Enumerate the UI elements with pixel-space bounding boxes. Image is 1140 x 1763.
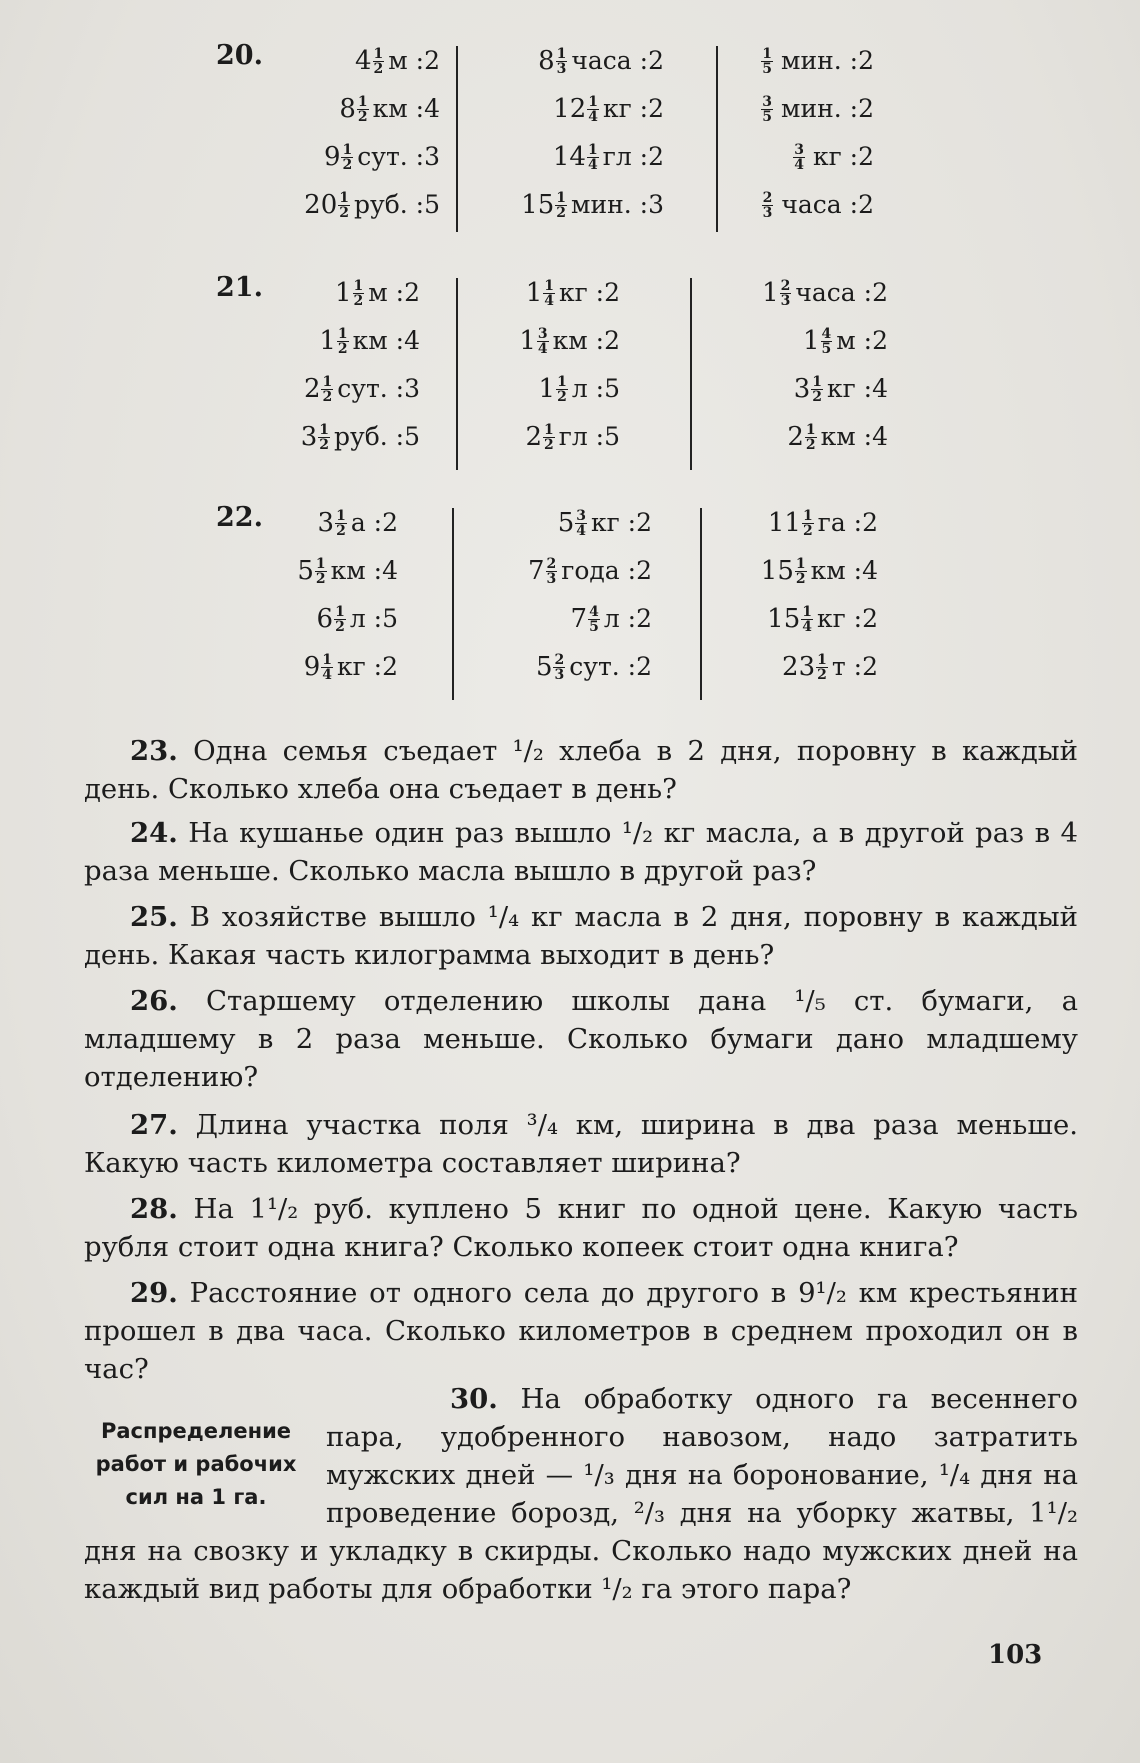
whole-part: 8	[538, 46, 555, 76]
denominator: 2	[812, 388, 822, 405]
numerator: 1	[802, 507, 813, 524]
numerator: 4	[589, 603, 599, 620]
unit-and-divisor: л :5	[571, 374, 620, 403]
unit-and-divisor: кг :2	[603, 94, 664, 123]
fraction	[556, 375, 568, 404]
fraction-cell	[803, 326, 888, 356]
denominator: 2	[315, 570, 326, 587]
fraction-cell	[761, 556, 878, 586]
unit-and-divisor: мин. :3	[571, 190, 664, 219]
fraction-cell	[787, 422, 888, 452]
fraction	[793, 143, 805, 172]
denominator: 2	[335, 618, 345, 635]
denominator: 5	[762, 60, 772, 77]
fraction	[337, 327, 349, 356]
column-divider	[456, 46, 458, 232]
numerator: 1	[805, 421, 816, 438]
fraction	[762, 191, 774, 220]
numerator: 1	[339, 189, 349, 206]
fraction	[318, 423, 330, 452]
fraction	[587, 143, 599, 172]
fraction-cell	[761, 190, 874, 220]
fraction	[321, 653, 333, 682]
whole-part: 1	[519, 326, 536, 356]
fraction-cell	[324, 142, 440, 172]
problem-text: Длина участка поля ³/₄ км, ширина в два раза меньше. Какую часть километра составляет ширина?	[84, 1109, 1078, 1179]
fraction	[575, 509, 587, 538]
numerator: 1	[556, 189, 566, 206]
fraction-cell	[767, 604, 878, 634]
unit-and-divisor: км :2	[552, 326, 620, 355]
fraction	[543, 423, 555, 452]
fraction-cell	[297, 556, 398, 586]
whole-part: 5	[297, 556, 314, 586]
fraction	[546, 557, 558, 586]
numerator: 1	[544, 277, 554, 294]
unit-and-divisor: года :2	[561, 556, 652, 585]
whole-part: 6	[316, 604, 334, 634]
whole-part: 12	[553, 94, 587, 124]
numerator: 3	[537, 325, 548, 342]
denominator: 2	[556, 204, 566, 221]
fraction	[315, 557, 327, 586]
fraction	[780, 279, 792, 308]
exercise-number-20: 20.	[216, 40, 263, 71]
numerator: 1	[322, 373, 333, 390]
problem-number: 25.	[130, 901, 178, 933]
whole-part: 15	[760, 556, 794, 586]
fraction	[802, 509, 814, 538]
column-divider	[700, 508, 702, 700]
fraction-cell	[519, 326, 620, 356]
whole-part: 8	[339, 94, 356, 124]
fraction-cell	[526, 278, 620, 308]
exercise-number-21: 21.	[216, 272, 263, 303]
fraction	[587, 95, 599, 124]
whole-part: 5	[557, 508, 575, 538]
numerator: 2	[554, 651, 565, 668]
problem-number: 24.	[130, 817, 178, 849]
fraction-cell	[304, 190, 440, 220]
denominator: 3	[556, 60, 567, 77]
unit-and-divisor: л :2	[603, 604, 652, 633]
whole-part: 5	[535, 652, 553, 682]
unit-and-divisor: сут. :3	[357, 142, 440, 171]
denominator: 2	[373, 60, 384, 77]
fraction	[338, 191, 350, 220]
unit-and-divisor: км :4	[372, 94, 440, 123]
whole-part: 7	[527, 556, 545, 586]
whole-part: 20	[304, 190, 338, 220]
denominator: 4	[322, 666, 332, 683]
unit-and-divisor: м :2	[368, 278, 420, 307]
whole-part: 15	[521, 190, 555, 220]
unit-and-divisor: сут. :3	[337, 374, 420, 403]
denominator: 3	[546, 570, 557, 587]
denominator: 2	[337, 340, 348, 357]
whole-part: 9	[323, 142, 341, 172]
unit-and-divisor: мин. :2	[781, 46, 874, 75]
fraction-cell	[528, 556, 652, 586]
unit-and-divisor: часа :2	[781, 190, 874, 219]
fraction-cell	[768, 508, 878, 538]
denominator: 2	[342, 156, 353, 173]
problem-25	[84, 898, 1078, 974]
fraction	[761, 95, 773, 124]
whole-part: 1	[762, 278, 779, 308]
denominator: 5	[762, 108, 772, 125]
problem-28	[84, 1190, 1078, 1266]
column-divider	[456, 278, 458, 470]
numerator: 1	[762, 45, 772, 62]
numerator: 3	[576, 507, 586, 524]
fraction	[761, 47, 773, 76]
unit-and-divisor: кг :2	[591, 508, 652, 537]
whole-part: 1	[319, 326, 336, 356]
fraction-cell	[355, 46, 440, 76]
problem-29	[84, 1274, 1078, 1388]
whole-part: 1	[802, 326, 820, 356]
unit-and-divisor: га :2	[817, 508, 878, 537]
unit-and-divisor: т :2	[831, 652, 878, 681]
problem-text: Старшему отделению школы дана ¹/₅ ст. бумаги, а младшему в 2 раза меньше. Сколько бумаги дано младшему отделению?	[84, 985, 1078, 1093]
fraction-cell	[538, 46, 664, 76]
fraction	[334, 605, 346, 634]
margin-note: Распределение работ и рабочих сил на 1 га.	[95, 1419, 297, 1509]
denominator: 2	[802, 522, 813, 539]
unit-and-divisor: м :2	[836, 326, 888, 355]
whole-part: 3	[317, 508, 335, 538]
fraction-cell	[760, 94, 874, 124]
whole-part: 2	[525, 422, 542, 452]
numerator: 1	[795, 555, 806, 572]
denominator: 2	[339, 204, 349, 221]
problem-number: 30.	[450, 1383, 498, 1415]
fraction	[811, 375, 823, 404]
denominator: 2	[353, 292, 364, 309]
numerator: 1	[315, 555, 326, 572]
numerator: 1	[353, 277, 364, 294]
numerator: 3	[794, 141, 804, 158]
whole-part: 14	[552, 142, 586, 172]
problem-23	[84, 732, 1078, 808]
fraction	[537, 327, 549, 356]
unit-and-divisor: км :4	[330, 556, 398, 585]
whole-part: 2	[303, 374, 321, 404]
whole-part: 4	[354, 46, 372, 76]
denominator: 4	[576, 522, 586, 539]
fraction	[555, 191, 567, 220]
denominator: 2	[319, 436, 329, 453]
fraction	[373, 47, 385, 76]
fraction	[321, 375, 333, 404]
numerator: 1	[336, 507, 346, 524]
unit-and-divisor: кг :2	[817, 604, 878, 633]
problem-number: 26.	[130, 985, 178, 1017]
column-divider	[690, 278, 692, 470]
fraction	[543, 279, 555, 308]
numerator: 1	[373, 45, 384, 62]
problem-number: 27.	[130, 1109, 178, 1141]
denominator: 4	[794, 156, 804, 173]
whole-part: 3	[793, 374, 811, 404]
numerator: 1	[342, 141, 353, 158]
fraction	[553, 653, 565, 682]
whole-part: 23	[782, 652, 816, 682]
numerator: 1	[357, 93, 368, 110]
whole-part: 2	[787, 422, 804, 452]
problem-text: Расстояние от одного села до другого в 9¹/₂ км крестьянин прошел в два часа. Сколько километров в среднем проходил он в час?	[84, 1277, 1078, 1385]
numerator: 1	[588, 93, 598, 110]
whole-part: 11	[767, 508, 801, 538]
problem-number: 28.	[130, 1193, 178, 1225]
problem-text: В хозяйстве вышло ¹/₄ кг масла в 2 дня, поровну в каждый день. Какая часть килограмма выходит в день?	[84, 901, 1078, 971]
fraction-cell	[304, 652, 398, 682]
unit-and-divisor: м :2	[388, 46, 440, 75]
fraction-cell	[304, 374, 420, 404]
unit-and-divisor: руб. :5	[354, 190, 440, 219]
numerator: 1	[319, 421, 329, 438]
page-number: 103	[988, 1640, 1043, 1670]
column-divider	[716, 46, 718, 232]
unit-and-divisor: кг :2	[559, 278, 620, 307]
problem-number: 23.	[130, 735, 178, 767]
numerator: 1	[337, 325, 348, 342]
fraction-cell	[762, 278, 888, 308]
unit-and-divisor: а :2	[350, 508, 398, 537]
unit-and-divisor: кг :2	[813, 142, 874, 171]
numerator: 1	[322, 651, 332, 668]
numerator: 1	[557, 373, 567, 390]
denominator: 4	[587, 156, 598, 173]
whole-part: 9	[303, 652, 321, 682]
column-divider	[452, 508, 454, 700]
denominator: 3	[762, 204, 773, 221]
fraction-cell	[536, 652, 652, 682]
fraction-cell	[339, 94, 440, 124]
fraction-cell	[539, 374, 620, 404]
fraction-cell	[319, 326, 420, 356]
whole-part: 3	[300, 422, 318, 452]
whole-part: 1	[334, 278, 352, 308]
fraction	[805, 423, 817, 452]
unit-and-divisor: км :4	[810, 556, 878, 585]
unit-and-divisor: гл :2	[602, 142, 664, 171]
fraction	[795, 557, 807, 586]
unit-and-divisor: сут. :2	[569, 652, 652, 681]
whole-part: 7	[570, 604, 588, 634]
fraction-cell	[760, 46, 874, 76]
fraction-cell	[525, 422, 620, 452]
numerator: 3	[762, 93, 772, 110]
numerator: 2	[780, 277, 791, 294]
denominator: 2	[322, 388, 333, 405]
fraction-cell	[317, 604, 398, 634]
problem-text: На кушанье один раз вышло ¹/₂ кг масла, а в другой раз в 4 раза меньше. Сколько масла вышло в другой раз?	[84, 817, 1079, 887]
numerator: 2	[762, 189, 773, 206]
numerator: 2	[546, 555, 557, 572]
problem-text: На обработку одного га весеннего пара, удобренного навозом, надо затратить мужских дней — ¹/₃ дня на боронование, ¹/₄ дня на проведение борозд, ²/₃ дня на уборку жатвы, 1¹/₂ дня на свозку и укладку в скирды. Сколько надо мужских дней на каждый вид работы для обработки ¹/₂ га этого пара?	[84, 1383, 1078, 1605]
problem-text: Одна семья съедает ¹/₂ хлеба в 2 дня, поровну в каждый день. Сколько хлеба она съедает в день?	[84, 735, 1078, 805]
fraction-cell	[335, 278, 420, 308]
denominator: 2	[336, 522, 346, 539]
unit-and-divisor: кг :2	[337, 652, 398, 681]
denominator: 5	[589, 618, 599, 635]
fraction	[357, 95, 369, 124]
fraction	[341, 143, 353, 172]
whole-part: 1	[538, 374, 556, 404]
denominator: 3	[554, 666, 565, 683]
fraction	[801, 605, 813, 634]
numerator: 1	[812, 373, 822, 390]
numerator: 1	[335, 603, 345, 620]
problem-24	[84, 814, 1078, 890]
denominator: 4	[802, 618, 812, 635]
numerator: 1	[587, 141, 598, 158]
denominator: 2	[543, 436, 554, 453]
denominator: 5	[821, 340, 832, 357]
denominator: 4	[588, 108, 598, 125]
numerator: 4	[821, 325, 832, 342]
denominator: 4	[544, 292, 554, 309]
fraction-cell	[301, 422, 420, 452]
unit-and-divisor: км :4	[352, 326, 420, 355]
unit-and-divisor: часа :2	[795, 278, 888, 307]
denominator: 2	[357, 108, 368, 125]
unit-and-divisor: руб. :5	[334, 422, 420, 451]
fraction	[556, 47, 568, 76]
fraction-cell	[553, 94, 664, 124]
denominator: 4	[537, 340, 548, 357]
fraction-cell	[558, 508, 652, 538]
denominator: 2	[817, 666, 827, 683]
denominator: 2	[557, 388, 567, 405]
problem-text: На 1¹/₂ руб. куплено 5 книг по одной цене. Какую часть рубля стоит одна книга? Сколько копеек стоит одна книга?	[84, 1193, 1078, 1263]
unit-and-divisor: л :5	[349, 604, 398, 633]
unit-and-divisor: часа :2	[571, 46, 664, 75]
fraction-cell	[521, 190, 664, 220]
numerator: 1	[817, 651, 827, 668]
unit-and-divisor: км :4	[820, 422, 888, 451]
fraction	[353, 279, 365, 308]
unit-and-divisor: мин. :2	[781, 94, 874, 123]
exercise-number-22: 22.	[216, 502, 263, 533]
fraction-cell	[792, 142, 874, 172]
fraction-cell	[318, 508, 398, 538]
numerator: 1	[543, 421, 554, 438]
denominator: 2	[795, 570, 806, 587]
fraction	[821, 327, 833, 356]
numerator: 1	[802, 603, 812, 620]
fraction-cell	[782, 652, 878, 682]
whole-part: 15	[767, 604, 801, 634]
fraction-cell	[553, 142, 664, 172]
fraction	[335, 509, 347, 538]
numerator: 1	[556, 45, 567, 62]
unit-and-divisor: гл :5	[558, 422, 620, 451]
unit-and-divisor: кг :4	[827, 374, 888, 403]
problem-number: 29.	[130, 1277, 178, 1309]
problem-27	[84, 1106, 1078, 1182]
denominator: 2	[805, 436, 816, 453]
fraction	[816, 653, 828, 682]
fraction-cell	[571, 604, 652, 634]
fraction-cell	[794, 374, 888, 404]
denominator: 3	[780, 292, 791, 309]
whole-part: 1	[525, 278, 543, 308]
problem-26	[84, 982, 1078, 1096]
fraction	[588, 605, 600, 634]
